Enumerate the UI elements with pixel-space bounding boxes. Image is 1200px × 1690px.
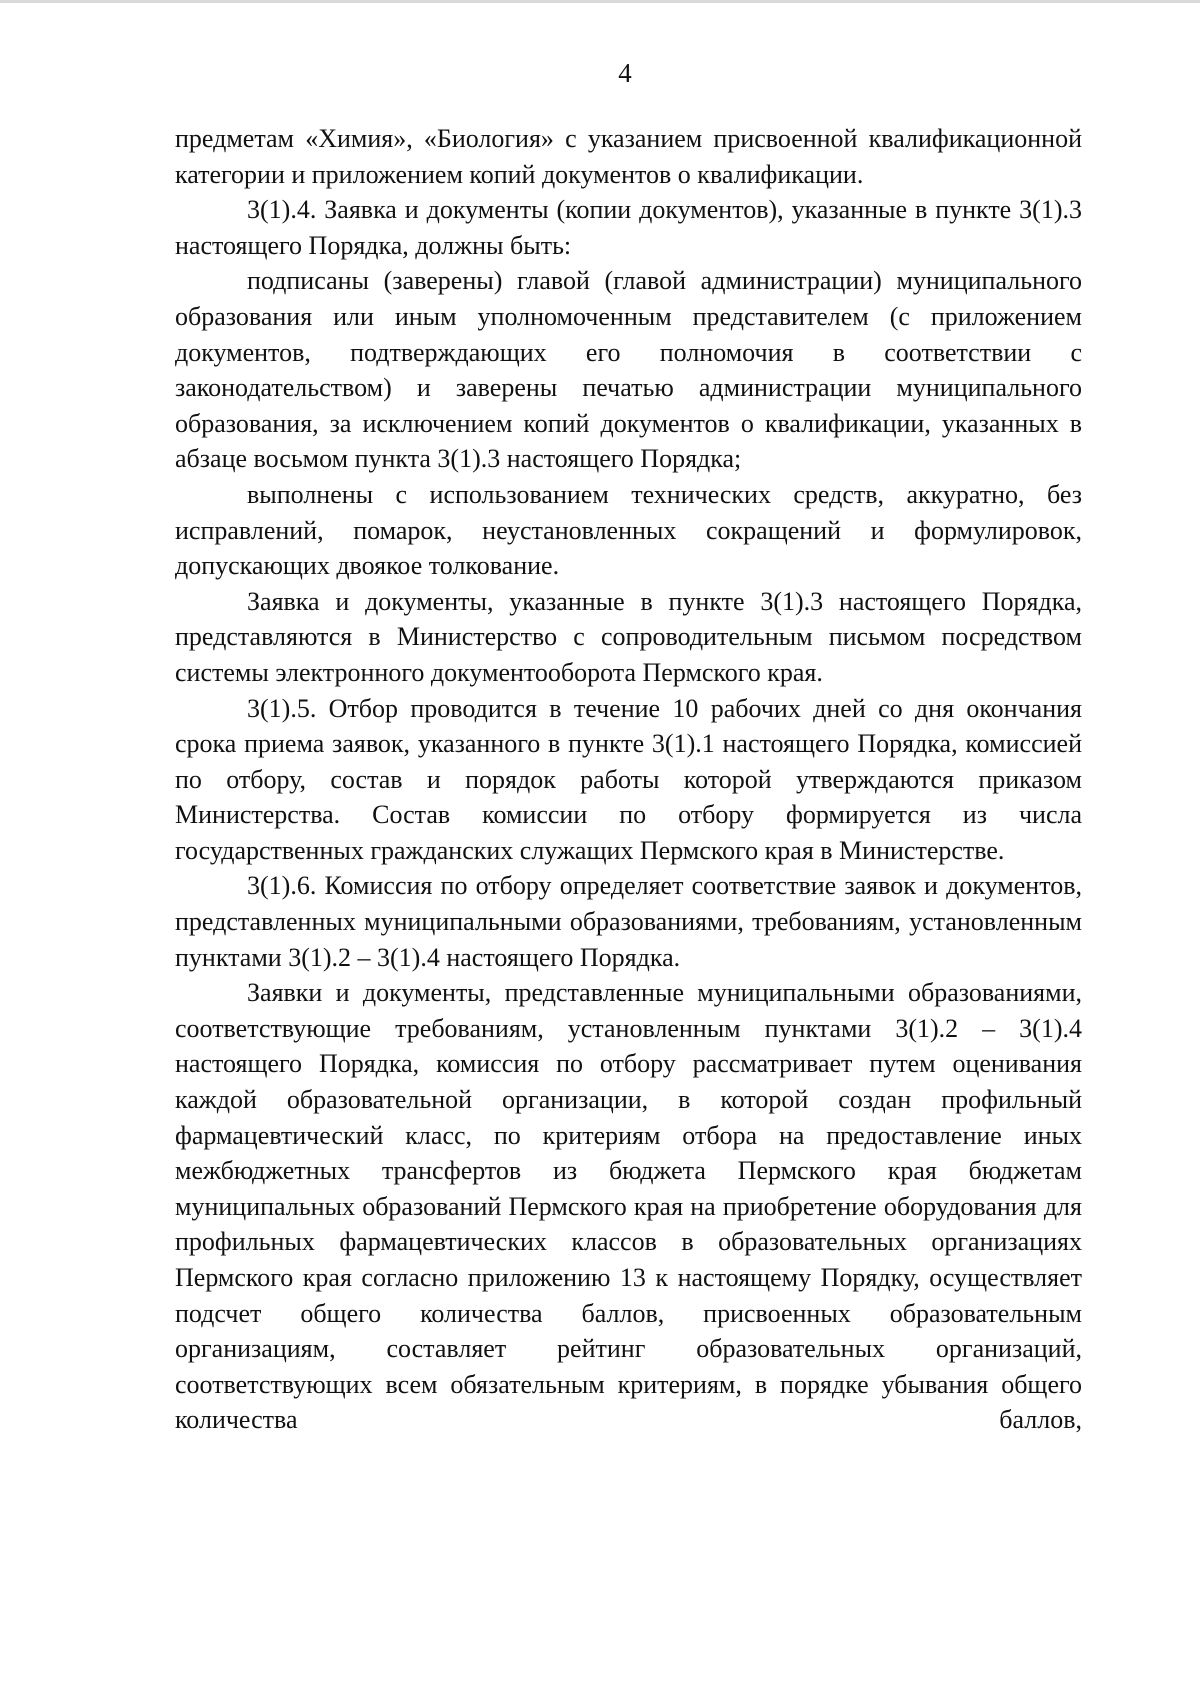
scan-top-edge xyxy=(0,0,1200,3)
paragraph-submission: Заявка и документы, указанные в пункте 3(1).3 настоящего Порядка, представляются в Министерство с сопроводительным письмом посредством системы электронного документооборота Пермского края. xyxy=(175,586,1082,687)
paragraph-evaluation: Заявки и документы, представленные муниципальными образованиями, соответствующие требованиям, установленным пунктами 3(1).2 – 3(1).4 настоящего Порядка, комиссия по отбору рассматривает путем оценивания каждой образовательной организации, в которой создан профильный фармацевтический класс, по критериям отбора на предоставление иных межбюджетных трансфертов из бюджета Пермского края бюджетам муниципальных образований Пермского края на приобретение оборудования для профильных фармацевтических классов в образовательных организациях Пермского края согласно приложению 13 к настоящему Порядку, осуществляет подсчет общего количества баллов, присвоенных образовательным организациям, составляет рейтинг образовательных организаций, соответствующих всем обязательным критериям, в порядке убывания общего количества баллов, xyxy=(175,978,1082,1435)
document-body xyxy=(175,121,1082,1438)
paragraph-clause-3-1-6: 3(1).6. Комиссия по отбору определяет соответствие заявок и документов, представленных муниципальными образованиями, требованиям, установленным пунктами 3(1).2 – 3(1).4 настоящего Порядка. xyxy=(175,871,1082,972)
paragraph-clause-3-1-5: 3(1).5. Отбор проводится в течение 10 рабочих дней со дня окончания срока приема заявок, указанного в пункте 3(1).1 настоящего Порядка, комиссией по отбору, состав и порядок работы которой утверждаются приказом Министерства. Состав комиссии по отбору формируется из числа государственных гражданских служащих Пермского края в Министерстве. xyxy=(175,693,1082,865)
paragraph-technical-requirement: выполнены с использованием технических средств, аккуратно, без исправлений, помарок, неустановленных сокращений и формулировок, допускающих двоякое толкование. xyxy=(175,479,1082,581)
paragraph-continuation: предметам «Химия», «Биология» с указанием присвоенной квалификационной категории и приложением копий документов о квалификации. xyxy=(175,124,1082,189)
page-number: 4 xyxy=(618,58,632,88)
paragraph-signed-requirement: подписаны (заверены) главой (главой администрации) муниципального образования или иным уполномоченным представителем (с приложением документов, подтверждающих его полномочия в соответствии с законодательством) и заверены печатью администрации муниципального образования, за исключением копий документов о квалификации, указанных в абзаце восьмом пункта 3(1).3 настоящего Порядка; xyxy=(175,266,1082,474)
paragraph-clause-3-1-4: 3(1).4. Заявка и документы (копии документов), указанные в пункте 3(1).3 настоящего Порядка, должны быть: xyxy=(175,195,1082,260)
